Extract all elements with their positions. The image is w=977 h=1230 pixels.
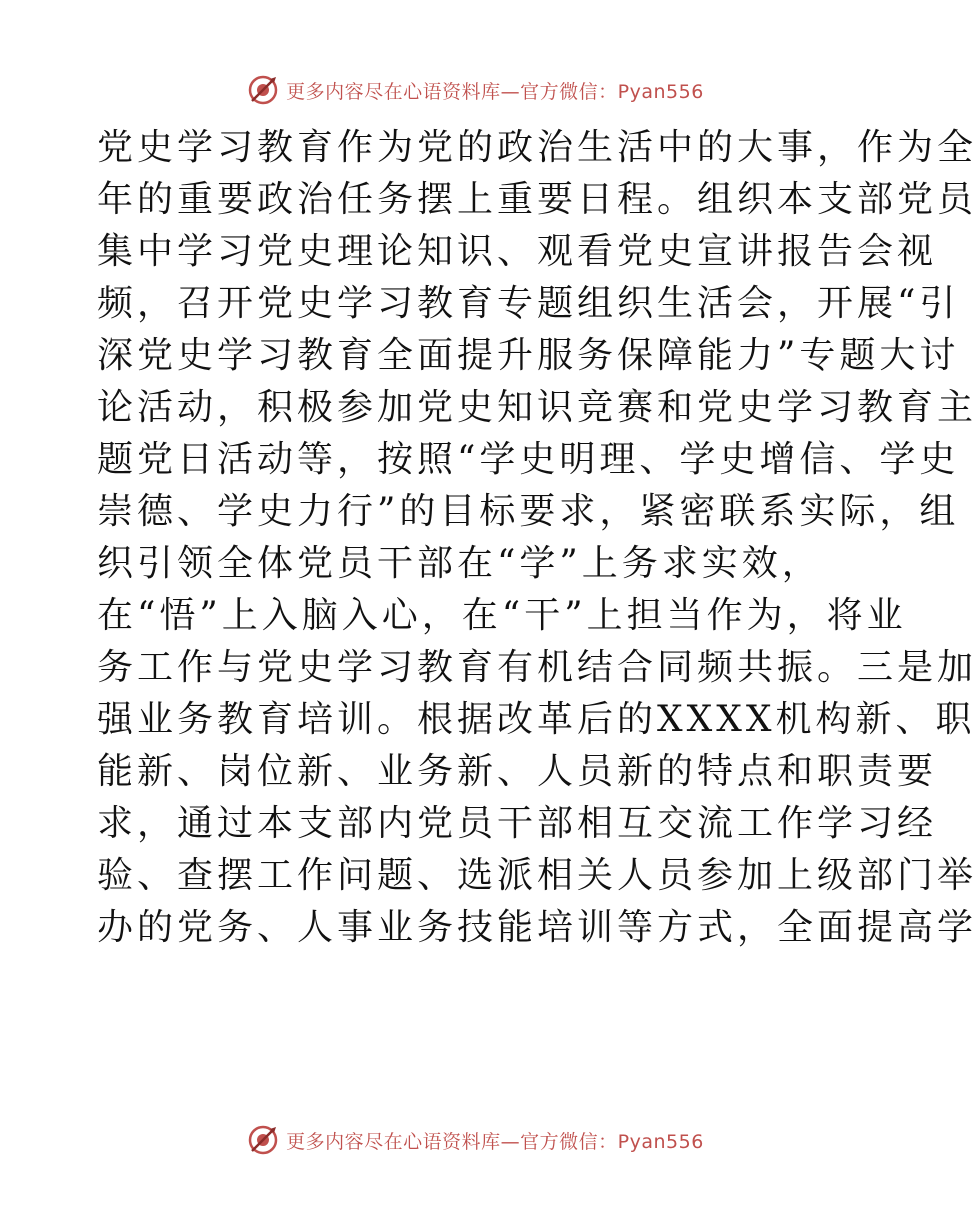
footer-banner-text: 更多内容尽在心语资料库—官方微信：Pyan556 <box>286 1130 704 1153</box>
body-line: 求，通过本支部内党员干部相互交流工作学习经 <box>97 803 938 844</box>
body-line: 论活动，积极参加党史知识竞赛和党史学习教育主 <box>97 387 977 428</box>
body-line: 强业务教育培训。根据改革后的XXXX机构新、职 <box>97 699 976 740</box>
footer-banner <box>0 1120 950 1160</box>
body-line: 集中学习党史理论知识、观看党史宣讲报告会视 <box>97 231 938 272</box>
body-line: 题党日活动等，按照“学史明理、学史增信、学史 <box>97 439 960 480</box>
body-line: 务工作与党史学习教育有机结合同频共振。三是加 <box>97 647 977 688</box>
body-line: 织引领全体党员干部在“学”上务求实效， <box>97 543 822 584</box>
body-line: 崇德、学史力行”的目标要求，紧密联系实际，组 <box>97 491 960 532</box>
document-body <box>97 122 977 954</box>
header-banner-text: 更多内容尽在心语资料库—官方微信：Pyan556 <box>286 80 704 103</box>
logo-icon <box>246 1123 280 1157</box>
body-line: 验、查摆工作问题、选派相关人员参加上级部门举 <box>97 855 977 896</box>
body-line: 深党史学习教育全面提升服务保障能力”专题大讨 <box>97 335 960 376</box>
body-line: 在“悟”上入脑入心，在“干”上担当作为，将业 <box>97 595 907 636</box>
body-line: 党史学习教育作为党的政治生活中的大事，作为全 <box>97 127 977 168</box>
body-line: 办的党务、人事业务技能培训等方式，全面提高学 <box>97 907 977 948</box>
logo-icon <box>246 73 280 107</box>
body-line: 频，召开党史学习教育专题组织生活会，开展“引 <box>97 283 960 324</box>
body-line: 能新、岗位新、业务新、人员新的特点和职责要 <box>97 751 938 792</box>
body-line: 年的重要政治任务摆上重要日程。组织本支部党员 <box>97 179 977 220</box>
header-banner <box>0 70 950 110</box>
